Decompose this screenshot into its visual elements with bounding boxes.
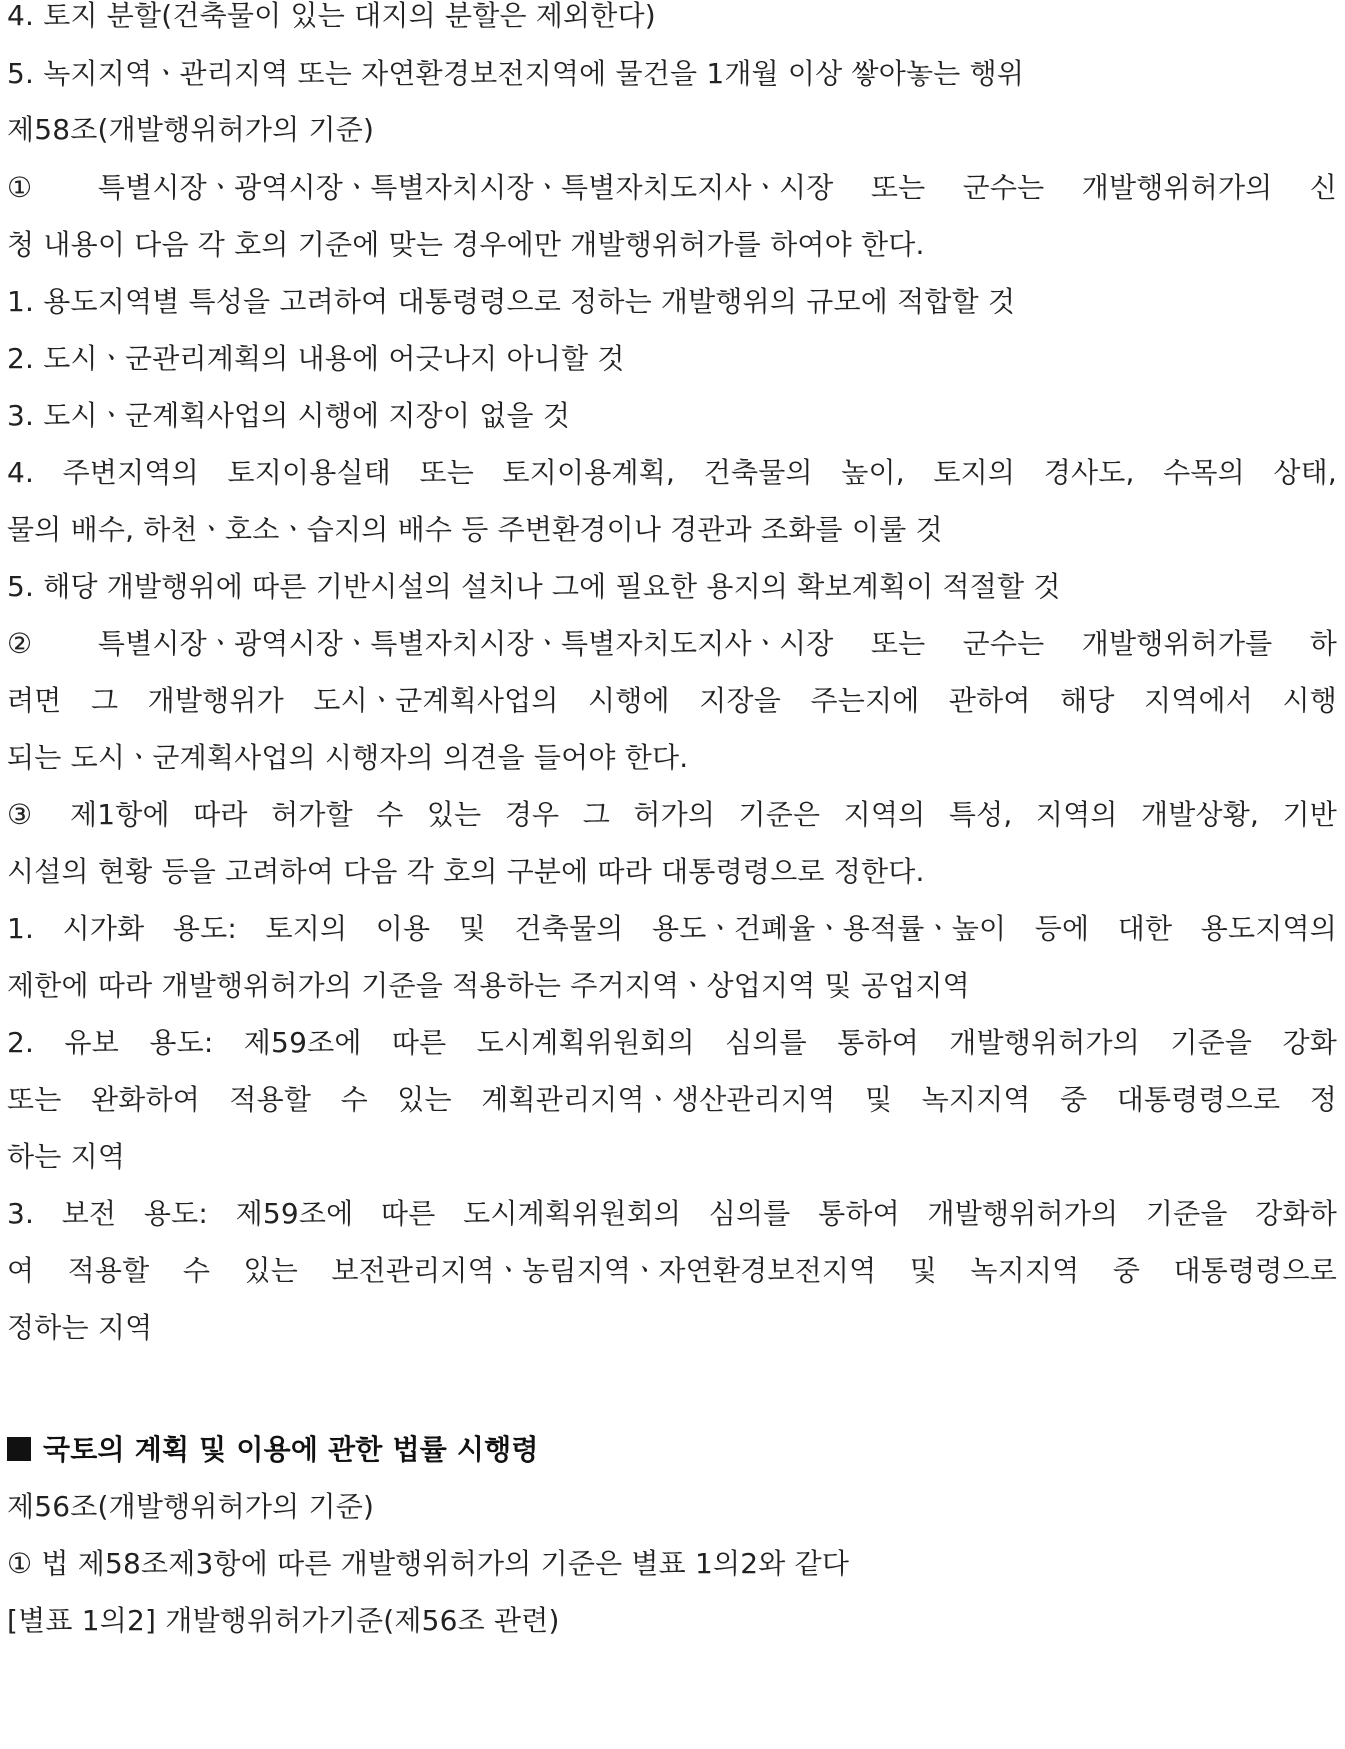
section-heading-text: 국토의 계획 및 이용에 관한 법률 시행령 bbox=[43, 1433, 539, 1466]
appendix-reference: [별표 1의2] 개발행위허가기준(제56조 관련) bbox=[7, 1604, 560, 1637]
use-2-line-2: 또는 완화하여 적용할 수 있는 계획관리지역ㆍ생산관리지역 및 녹지지역 중 대통령령으로 정 bbox=[7, 1083, 1337, 1116]
use-3-line-2: 여 적용할 수 있는 보전관리지역ㆍ농림지역ㆍ자연환경보전지역 및 녹지지역 중 대통령령으로 bbox=[7, 1254, 1337, 1287]
clause-item-5: 5. 녹지지역ㆍ관리지역 또는 자연환경보전지역에 물건을 1개월 이상 쌓아놓는 행위 bbox=[7, 57, 1025, 90]
use-3-line-3: 정하는 지역 bbox=[7, 1311, 153, 1344]
paragraph-2-line-3: 되는 도시ㆍ군계획사업의 시행자의 의견을 들어야 한다. bbox=[7, 741, 689, 774]
criterion-2: 2. 도시ㆍ군관리계획의 내용에 어긋나지 아니할 것 bbox=[7, 342, 625, 375]
criterion-4-line-2: 물의 배수, 하천ㆍ호소ㆍ습지의 배수 등 주변환경이나 경관과 조화를 이룰 것 bbox=[7, 513, 943, 546]
article-56-title: 제56조(개발행위허가의 기준) bbox=[7, 1490, 375, 1523]
use-1-line-1: 1. 시가화 용도: 토지의 이용 및 건축물의 용도ㆍ건폐율ㆍ용적률ㆍ높이 등에 대한 용도지역의 bbox=[7, 912, 1337, 945]
use-1-line-2: 제한에 따라 개발행위허가의 기준을 적용하는 주거지역ㆍ상업지역 및 공업지역 bbox=[7, 969, 970, 1002]
criterion-3: 3. 도시ㆍ군계획사업의 시행에 지장이 없을 것 bbox=[7, 399, 571, 432]
use-2-line-1: 2. 유보 용도: 제59조에 따른 도시계획위원회의 심의를 통하여 개발행위허가의 기준을 강화 bbox=[7, 1026, 1337, 1059]
paragraph-1-line-2: 청 내용이 다음 각 호의 기준에 맞는 경우에만 개발행위허가를 하여야 한다. bbox=[7, 228, 925, 261]
clause-item-4: 4. 토지 분할(건축물이 있는 대지의 분할은 제외한다) bbox=[7, 0, 656, 32]
section-heading bbox=[7, 1430, 539, 1470]
article-58-title: 제58조(개발행위허가의 기준) bbox=[7, 113, 375, 146]
use-2-line-3: 하는 지역 bbox=[7, 1140, 126, 1173]
paragraph-3-line-1: ③ 제1항에 따라 허가할 수 있는 경우 그 허가의 기준은 지역의 특성, 지역의 개발상황, 기반 bbox=[7, 798, 1337, 831]
paragraph-2-line-1: ② 특별시장ㆍ광역시장ㆍ특별자치시장ㆍ특별자치도지사ㆍ시장 또는 군수는 개발행위허가를 하 bbox=[7, 627, 1337, 660]
criterion-5: 5. 해당 개발행위에 따른 기반시설의 설치나 그에 필요한 용지의 확보계획이 적절할 것 bbox=[7, 570, 1061, 603]
use-3-line-1: 3. 보전 용도: 제59조에 따른 도시계획위원회의 심의를 통하여 개발행위허가의 기준을 강화하 bbox=[7, 1197, 1337, 1230]
article-56-paragraph-1: ① 법 제58조제3항에 따른 개발행위허가의 기준은 별표 1의2와 같다 bbox=[7, 1547, 850, 1580]
paragraph-1-line-1: ① 특별시장ㆍ광역시장ㆍ특별자치시장ㆍ특별자치도지사ㆍ시장 또는 군수는 개발행위허가의 신 bbox=[7, 171, 1337, 204]
paragraph-3-line-2: 시설의 현황 등을 고려하여 다음 각 호의 구분에 따라 대통령령으로 정한다. bbox=[7, 855, 925, 888]
black-square-icon bbox=[7, 1437, 31, 1461]
criterion-1: 1. 용도지역별 특성을 고려하여 대통령령으로 정하는 개발행위의 규모에 적합할 것 bbox=[7, 285, 1016, 318]
paragraph-2-line-2: 려면 그 개발행위가 도시ㆍ군계획사업의 시행에 지장을 주는지에 관하여 해당 지역에서 시행 bbox=[7, 684, 1337, 717]
criterion-4-line-1: 4. 주변지역의 토지이용실태 또는 토지이용계획, 건축물의 높이, 토지의 경사도, 수목의 상태, bbox=[7, 456, 1337, 489]
